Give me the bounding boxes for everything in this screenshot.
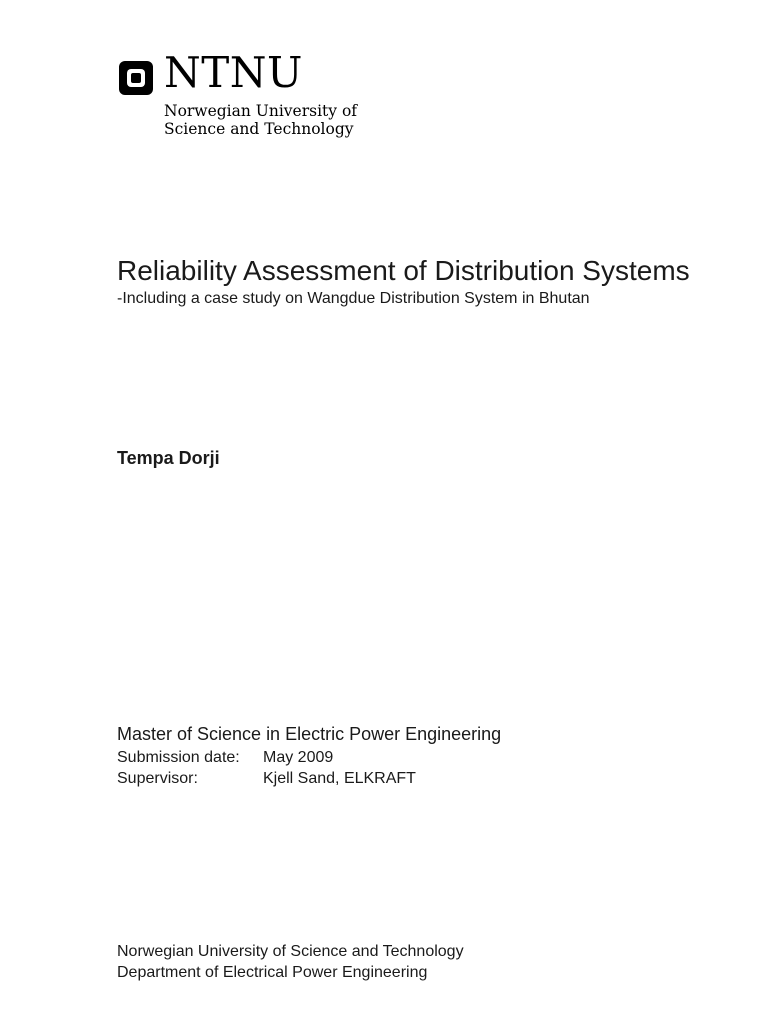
degree-program: Master of Science in Electric Power Engineering	[117, 724, 502, 744]
logo-subtitle-line1: Norwegian University of	[164, 102, 358, 120]
thesis-title: Reliability Assessment of Distribution Systems	[117, 255, 690, 286]
logo-subtitle-line2: Science and Technology	[164, 120, 354, 138]
submission-date-value: May 2009	[263, 749, 334, 766]
footer-university: Norwegian University of Science and Technology	[117, 943, 464, 960]
logo-subtitle	[164, 102, 357, 138]
footer-department: Department of Electrical Power Engineering	[117, 964, 428, 981]
ntnu-square-logo-icon	[118, 60, 154, 96]
degree-info	[117, 722, 501, 789]
supervisor-label: Supervisor:	[117, 770, 198, 787]
submission-date-label: Submission date:	[117, 749, 240, 766]
thesis-subtitle: -Including a case study on Wangdue Distribution System in Bhutan	[117, 290, 590, 307]
submission-date-row	[117, 747, 501, 768]
thesis-title-block	[117, 254, 717, 310]
footer-institution	[117, 941, 464, 983]
supervisor-value: Kjell Sand, ELKRAFT	[263, 770, 416, 787]
logo-wordmark: NTNU	[164, 48, 303, 97]
supervisor-row	[117, 768, 501, 789]
author-name: Tempa Dorji	[117, 448, 220, 468]
